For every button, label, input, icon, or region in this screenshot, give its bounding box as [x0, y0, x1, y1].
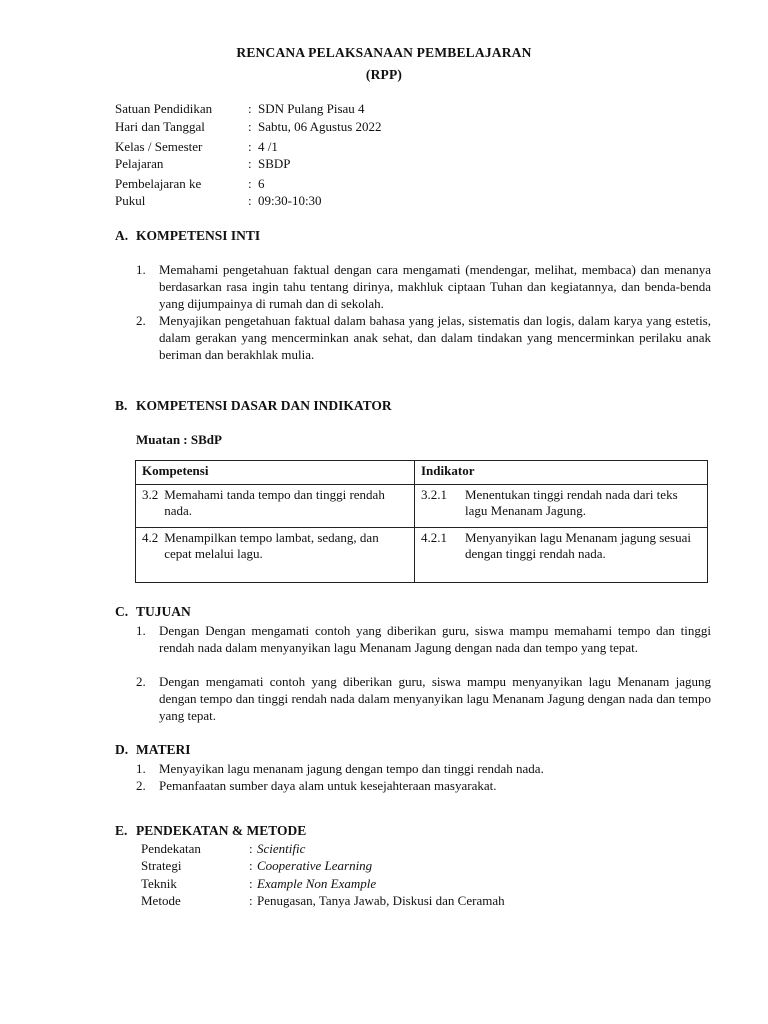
section-e-heading — [115, 822, 306, 840]
muatan-label: Muatan : SBdP — [136, 432, 222, 447]
info-colon: : — [248, 119, 252, 134]
materi-item — [136, 777, 711, 794]
info-value: 4 /1 — [258, 139, 278, 154]
info-label: Pukul — [115, 193, 146, 208]
item-number: 1. — [136, 262, 146, 277]
materi-item — [136, 760, 711, 777]
info-value: Sabtu, 06 Agustus 2022 — [258, 119, 382, 134]
kompetensi-text: Menampilkan tempo lambat, sedang, dan cepat melalui lagu. — [164, 530, 379, 561]
info-label: Hari dan Tanggal — [115, 119, 205, 134]
metode-value: Scientific — [257, 841, 306, 856]
section-title: TUJUAN — [136, 604, 191, 619]
table-header-row — [136, 461, 708, 485]
item-text: Memahami pengetahuan faktual dengan cara mengamati (mendengar, melihat, membaca) dan menanya berdasarkan rasa ingin tahu tentang dirinya, makhluk ciptaan Tuhan dan kegiatannya, dan benda-benda yang dijumpainya di rumah dan di sekolah. — [159, 262, 711, 311]
item-text: Menyayikan lagu menanam jagung dengan tempo dan tinggi rendah nada. — [159, 761, 544, 776]
section-title: PENDEKATAN & METODE — [136, 823, 307, 838]
tujuan-item — [136, 673, 711, 724]
item-text: Menyajikan pengetahuan faktual dalam bahasa yang jelas, sistematis dan logis, dalam karya yang estetis, dalam gerakan yang mencerminkan anak sehat, dan dalam tindakan yang mencerminkan perilaku anak beriman dan berakhlak mulia. — [159, 313, 711, 362]
indikator-code: 3.2.1 — [421, 487, 447, 502]
kompetensi-inti-item — [136, 312, 711, 363]
kompetensi-table — [135, 460, 708, 583]
info-colon: : — [248, 156, 252, 171]
info-value: SDN Pulang Pisau 4 — [258, 101, 365, 116]
info-label: Pelajaran — [115, 156, 164, 171]
item-text: Dengan mengamati contoh yang diberikan guru, siswa mampu menyanyikan lagu Menanam jagung dengan tempo dan tinggi rendah nada dalam menyanyikan lagu Menanam Jagung dengan nada dan tempo yang tepat. — [159, 674, 711, 723]
metode-label: Pendekatan — [141, 841, 201, 856]
info-colon: : — [248, 139, 252, 154]
indikator-text: Menentukan tinggi rendah nada dari teks lagu Menanam Jagung. — [465, 487, 678, 518]
item-number: 2. — [136, 778, 146, 793]
tujuan-item — [136, 622, 711, 656]
table-header-kompetensi: Kompetensi — [136, 461, 415, 485]
document-subtitle: (RPP) — [365, 67, 403, 82]
indikator-code: 4.2.1 — [421, 530, 447, 545]
metode-colon: : — [249, 876, 253, 891]
section-letter: D. — [115, 742, 129, 757]
item-number: 2. — [136, 313, 146, 328]
metode-value: Penugasan, Tanya Jawab, Diskusi dan Ceramah — [257, 893, 505, 908]
kompetensi-text: Memahami tanda tempo dan tinggi rendah nada. — [164, 487, 385, 518]
kompetensi-inti-item — [136, 261, 711, 312]
section-letter: C. — [115, 604, 129, 619]
section-d-heading — [115, 741, 191, 759]
table-cell-indikator — [415, 485, 708, 528]
metode-colon: : — [249, 893, 253, 908]
indikator-text: Menyanyikan lagu Menanam jagung sesuai dengan tinggi rendah nada. — [465, 530, 691, 561]
table-header-indikator: Indikator — [415, 461, 708, 485]
info-colon: : — [248, 193, 252, 208]
item-text: Pemanfaatan sumber daya alam untuk kesejahteraan masyarakat. — [159, 778, 497, 793]
metode-colon: : — [249, 858, 253, 873]
metode-value: Cooperative Learning — [257, 858, 373, 873]
section-title: KOMPETENSI DASAR DAN INDIKATOR — [136, 398, 392, 413]
table-row — [136, 528, 708, 583]
document-title: RENCANA PELAKSANAAN PEMBELAJARAN — [236, 45, 532, 60]
table-cell-kompetensi — [136, 485, 415, 528]
info-label: Pembelajaran ke — [115, 176, 202, 191]
info-value: SBDP — [258, 156, 291, 171]
section-letter: A. — [115, 228, 129, 243]
metode-label: Strategi — [141, 858, 182, 873]
kompetensi-code: 4.2 — [142, 530, 159, 545]
info-label: Kelas / Semester — [115, 139, 203, 154]
info-value: 09:30-10:30 — [258, 193, 322, 208]
section-c-heading — [115, 603, 191, 621]
metode-label: Teknik — [141, 876, 177, 891]
section-b-heading — [115, 397, 392, 415]
metode-value: Example Non Example — [257, 876, 377, 891]
item-number: 1. — [136, 761, 146, 776]
section-title: KOMPETENSI INTI — [136, 228, 261, 243]
table-cell-kompetensi — [136, 528, 415, 583]
table-row — [136, 485, 708, 528]
section-letter: B. — [115, 398, 128, 413]
kompetensi-code: 3.2 — [142, 487, 159, 502]
item-number: 2. — [136, 674, 146, 689]
metode-colon: : — [249, 841, 253, 856]
info-label: Satuan Pendidikan — [115, 101, 213, 116]
table-cell-indikator — [415, 528, 708, 583]
info-colon: : — [248, 176, 252, 191]
section-letter: E. — [115, 823, 128, 838]
section-title: MATERI — [136, 742, 191, 757]
section-a-heading — [115, 227, 260, 245]
metode-label: Metode — [141, 893, 181, 908]
info-colon: : — [248, 101, 252, 116]
item-number: 1. — [136, 623, 146, 638]
info-value: 6 — [258, 176, 265, 191]
item-text: Dengan Dengan mengamati contoh yang diberikan guru, siswa mampu memahami tempo dan tinggi rendah nada dalam menyanyikan lagu Menanam Jagung dengan nada dan tempo yang tepat. — [159, 623, 711, 655]
